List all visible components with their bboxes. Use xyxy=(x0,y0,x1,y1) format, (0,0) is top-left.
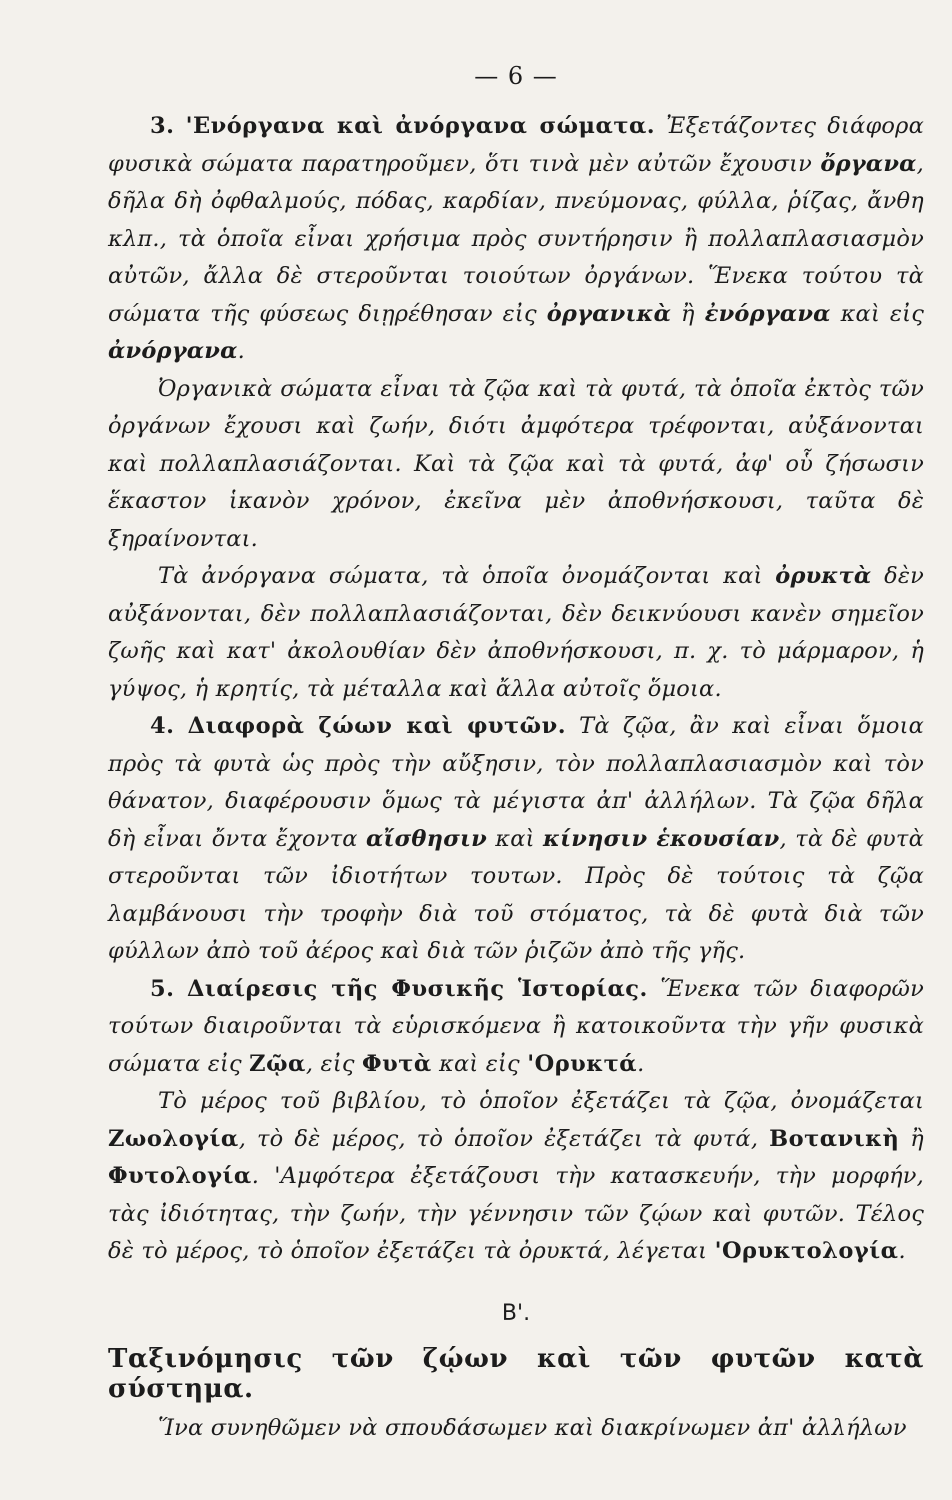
branches-text-5: . xyxy=(898,1238,906,1264)
organic-bodies-paragraph: Ὀργανικὰ σώματα εἶναι τὰ ζῷα καὶ τὰ φυτά, τὰ ὁποῖα ἐκτὸς τῶν ὀργάνων ἔχουσι καὶ ζωήν, διότι ἀμφότερα τρέφονται, αὐξάνονται καὶ πολλαπλασιάζονται. Καὶ τὰ ζῷα καὶ τὰ φυτά, ἀφ' οὗ ζήσωσιν ἕκαστον ἱκανὸν χρόνον, ἐκεῖνα μὲν ἀποθνήσκουσι, ταῦτα δὲ ξηραίνονται. xyxy=(108,375,924,552)
section-5-text-1: Ἕνεκα τῶν διαφορῶν τούτων διαιροῦνται τὰ εὑρισκόμενα ἢ κατοικοῦντα τὴν γῆν φυσικὰ σώματα εἰς xyxy=(108,975,924,1077)
last-line: Ἵνα συνηθῶμεν νὰ σπουδάσωμεν καὶ διακρίνωμεν ἀπ' ἀλλήλων xyxy=(158,1414,907,1441)
section-4-paragraph xyxy=(108,708,924,971)
term-zoologia: Ζωολογία xyxy=(108,1125,239,1152)
section-3-text-3: ἢ xyxy=(671,300,705,327)
section-5-number: 5. xyxy=(150,975,175,1002)
inorganic-text-2: δὲν αὐξάνονται, δὲν πολλαπλασιάζονται, δὲν δεικνύουσι κανὲν σημεῖον ζωῆς καὶ κατ' ἀκολουθίαν δὲν ἀποθνήσκουσι, π. χ. τὸ μάρμαρον, ἡ γύψος, ἡ κρητίς, τὰ μέταλλα καὶ ἄλλα αὐτοῖς ὅμοια. xyxy=(108,563,924,702)
section-4-text-2: καὶ xyxy=(486,825,544,852)
section-3-text-5: . xyxy=(237,338,245,364)
section-3-text-4: καὶ εἰς xyxy=(830,300,924,327)
section-5-title: Διαίρεσις τῆς Φυσικῆς Ἱστορίας. xyxy=(186,975,648,1002)
section-5-text-4: . xyxy=(637,1050,645,1077)
branches-text-4: . 'Αμφότερα ἐξετάζουσι τὴν κατασκευήν, τὴν μορφήν, τὰς ἰδιότητας, τὴν ζωήν, τὴν γέννησιν τῶν ζῴων καὶ φυτῶν. Τέλος δὲ τὸ μέρος, τὸ ὁποῖον ἐξετάζει τὰ ὀρυκτά, λέγεται xyxy=(108,1163,924,1264)
term-botaniki: Βοτανικὴ xyxy=(769,1125,900,1152)
term-fyta: Φυτὰ xyxy=(362,1050,432,1077)
term-anorgana: ἀνόργανα xyxy=(108,338,238,364)
section-4-text-1: Τὰ ζῷα, ἂν καὶ εἶναι ὅμοια πρὸς τὰ φυτὰ ὡς πρὸς τὴν αὔξησιν, τὸν πολλαπλασιασμὸν καὶ τὸν θάνατον, διαφέρουσιν ὅμως τὰ μέγιστα ἀπ' ἀλλήλων. Τὰ ζῷα δῆλα δὴ εἶναι ὄντα ἔχοντα xyxy=(108,713,924,852)
branches-paragraph xyxy=(108,1083,924,1271)
term-aisthesin: αἴσθησιν xyxy=(366,825,487,852)
term-zoa: Ζῷα xyxy=(249,1050,306,1077)
term-enorgana: ἐνόργανα xyxy=(704,300,831,327)
inorganic-text-1: Τὰ ἀνόργανα σώματα, τὰ ὁποῖα ὀνομάζονται καὶ xyxy=(158,563,776,589)
part-title: Ταξινόμησις τῶν ζῴων καὶ τῶν φυτῶν κατὰ σύστημα. xyxy=(108,1343,924,1404)
page-number: — 6 — xyxy=(474,62,558,90)
section-3-text-1: Ἐξετάζοντες διάφορα φυσικὰ σώματα παρατηροῦμεν, ὅτι τινὰ μὲν αὐτῶν ἔχουσιν xyxy=(108,113,924,177)
inorganic-bodies-paragraph xyxy=(108,558,924,708)
term-organika: ὀργανικὰ xyxy=(546,300,672,327)
section-4-number: 4. xyxy=(150,713,175,739)
section-4-text-3: , τὰ δὲ φυτὰ στεροῦνται τῶν ἰδιοτήτων τουτων. Πρὸς δὲ τούτοις τὰ ζῷα λαμβάνουσι τὴν τροφὴν διὰ τοῦ στόματος, τὰ δὲ φυτὰ διὰ τῶν φύλλων ἀπὸ τοῦ ἀέρος καὶ διὰ τῶν ῥιζῶν ἀπὸ τῆς γῆς. xyxy=(108,825,924,964)
section-5-paragraph xyxy=(108,971,924,1084)
section-4-title: Διαφορὰ ζώων καὶ φυτῶν. xyxy=(187,713,567,739)
section-5-text-3: καὶ εἰς xyxy=(431,1050,528,1077)
term-fytologia: Φυτολογία xyxy=(108,1163,252,1189)
term-kinesin: κίνησιν ἑκουσίαν xyxy=(543,825,780,852)
branches-text-3: ἢ xyxy=(899,1125,924,1152)
section-3-paragraph xyxy=(108,108,924,371)
section-3-text-2: , δῆλα δὴ ὀφθαλμούς, πόδας, καρδίαν, πνεύμονας, φύλλα, ῥίζας, ἄνθη κλπ., τὰ ὁποῖα εἶναι χρήσιμα πρὸς συντήρησιν ἢ πολλαπλασιασμὸν αὐτῶν, ἄλλα δὲ στεροῦνται τοιούτων ὀργάνων. Ἕνεκα τούτου τὰ σώματα τῆς φύσεως διῃρέθησαν εἰς xyxy=(108,150,924,327)
term-oryktologia: 'Ορυκτολογία xyxy=(714,1238,899,1264)
term-organa: ὄργανα xyxy=(820,150,917,177)
branches-text-1: Τὸ μέρος τοῦ βιβλίου, τὸ ὁποῖον ἐξετάζει τὰ ζῷα, ὀνομάζεται xyxy=(158,1088,924,1114)
section-5-text-2: , εἰς xyxy=(305,1050,362,1077)
term-orykta: 'Ορυκτά xyxy=(527,1050,638,1077)
section-3-title: 'Ενόργανα καὶ ἀνόργανα σώματα. xyxy=(185,113,656,139)
term-orykta-minerals: ὀρυκτὰ xyxy=(775,563,872,589)
branches-text-2: , τὸ δὲ μέρος, τὸ ὁποῖον ἐξετάζει τὰ φυτά, xyxy=(238,1125,770,1152)
part-label: Β'. xyxy=(501,1300,531,1326)
section-3-number: 3. xyxy=(150,113,175,139)
